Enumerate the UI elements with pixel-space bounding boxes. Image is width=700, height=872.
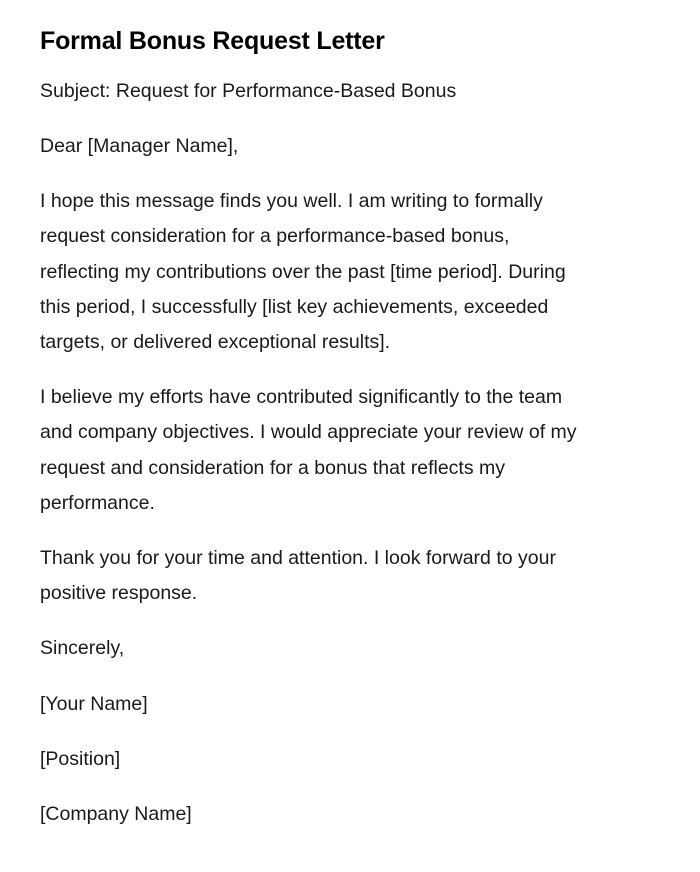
- signature-company: [Company Name]: [40, 803, 192, 826]
- paragraph-line: performance.: [40, 491, 155, 514]
- paragraph-line: I believe my efforts have contributed significantly to the team: [40, 386, 563, 409]
- paragraph-line: this period, I successfully [list key achievements, exceeded: [40, 295, 549, 318]
- paragraph-line: request consideration for a performance-based bonus,: [40, 225, 510, 248]
- letter-closing: Sincerely,: [40, 637, 125, 660]
- letter-salutation: Dear [Manager Name],: [40, 135, 239, 157]
- paragraph-line: and company objectives. I would appreciate your review of my: [40, 421, 577, 444]
- letter-paragraph-1: [40, 184, 640, 360]
- paragraph-line: positive response.: [40, 582, 198, 605]
- signature-position: [Position]: [40, 747, 121, 770]
- letter-subject: Subject: Request for Performance-Based Bonus: [40, 80, 457, 102]
- paragraph-line: reflecting my contributions over the past [time period]. During: [40, 260, 566, 283]
- paragraph-line: request and consideration for a bonus that reflects my: [40, 456, 506, 479]
- paragraph-line: Thank you for your time and attention. I look forward to your: [40, 547, 556, 570]
- letter-paragraph-3: [40, 541, 640, 611]
- letter-title: Formal Bonus Request Letter: [40, 27, 385, 55]
- paragraph-line: I hope this message finds you well. I am writing to formally: [40, 190, 543, 213]
- paragraph-line: targets, or delivered exceptional results].: [40, 331, 391, 354]
- signature-name: [Your Name]: [40, 692, 148, 715]
- letter-paragraph-2: [40, 380, 640, 521]
